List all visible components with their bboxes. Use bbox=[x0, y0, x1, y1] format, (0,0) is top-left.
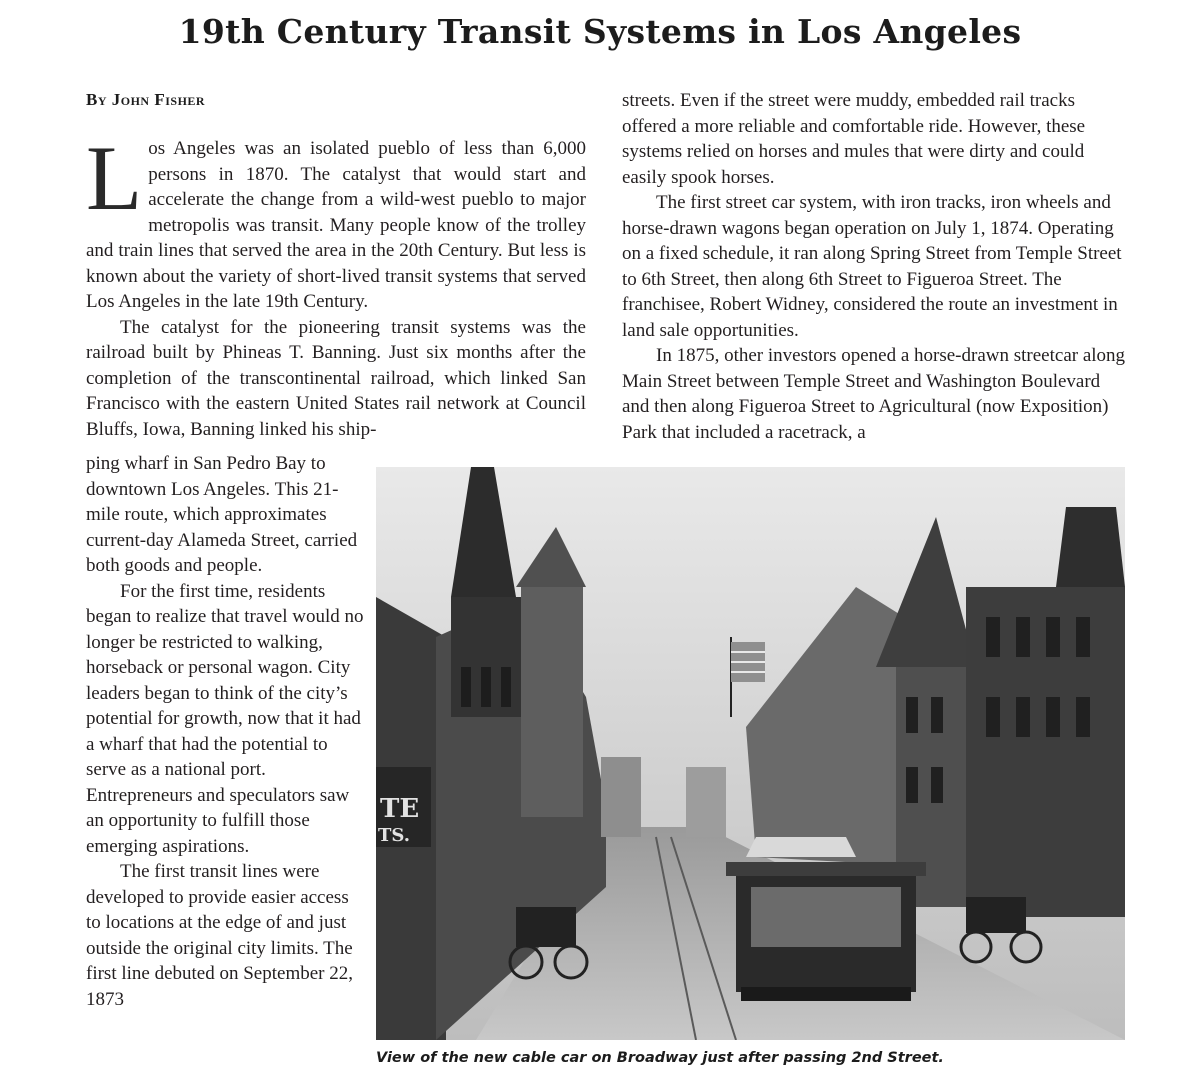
paragraph-first-streetcar: The first street car system, with iron tracks, iron wheels and horse-drawn wagons began operation on July 1, 1874. Operating on a fixed schedule, it ran along Spring Street from Temple Street to 6th Street, then along 6th Street to Figueroa Street. The franchisee, Robert Widney, considered the route an investment in land sale opportunities. bbox=[622, 192, 1122, 341]
column-right bbox=[622, 88, 1127, 445]
column-left-narrow bbox=[86, 451, 368, 1012]
paragraph-streets: streets. Even if the street were muddy, embedded rail tracks offered a more reliable and comfortable ride. However, these systems relied on horses and mules that were dirty and could easily spook horses. bbox=[622, 90, 1086, 188]
column-left-top bbox=[86, 127, 586, 442]
article-title: 19th Century Transit Systems in Los Angeles bbox=[178, 12, 1022, 51]
photo-caption: View of the new cable car on Broadway just after passing 2nd Street. bbox=[376, 1050, 944, 1066]
drop-cap: L bbox=[86, 127, 143, 229]
historic-street-photo bbox=[376, 467, 1125, 1040]
storefront-sign-text-lower: TS. bbox=[378, 825, 411, 846]
paragraph-first-lines: The first transit lines were developed to provide easier access to locations at the edge of and just outside the original city limits. The first line debuted on September 22, 1873 bbox=[86, 861, 353, 1010]
paragraph-1875: In 1875, other investors opened a horse-drawn streetcar along Main Street between Temple Street and Washington Boulevard and then along Figueroa Street to Agricultural (now Exposition) Park that included a racetrack, a bbox=[622, 345, 1126, 443]
paragraph-banning: The catalyst for the pioneering transit systems was the railroad built by Phineas T. Banning. Just six months after the completion of the transcontinental railroad, which linked San Francisco with the eastern United States rail network at Council Bluffs, Iowa, Banning linked his ship- bbox=[86, 316, 586, 440]
storefront-sign-text: TE bbox=[380, 794, 420, 824]
paragraph-intro bbox=[86, 127, 586, 315]
byline: By John Fisher bbox=[86, 90, 206, 109]
paragraph-first-time: For the first time, residents began to realize that travel would no longer be restricted to walking, horseback or personal wagon. City leaders began to think of the city’s potential for growth, now that it had a wharf that had the potential to serve as a national port. Entrepreneurs and speculators saw an opportunity to fulfill those emerging aspirations. bbox=[86, 580, 364, 857]
paragraph-intro-text: os Angeles was an isolated pueblo of less than 6,000 persons in 1870. The catalyst that would start and accelerate the change from a wild-west pueblo to major metropolis was transit. Many people know of the trolley and train lines that served the area in the 20th Century. But less is known about the variety of short-lived transit systems that served Los Angeles in the late 19th Century. bbox=[86, 138, 586, 312]
paragraph-banning-continued: ping wharf in San Pedro Bay to downtown Los Angeles. This 21-mile route, which approximates current-day Alameda Street, carried both goods and people. bbox=[86, 453, 358, 576]
